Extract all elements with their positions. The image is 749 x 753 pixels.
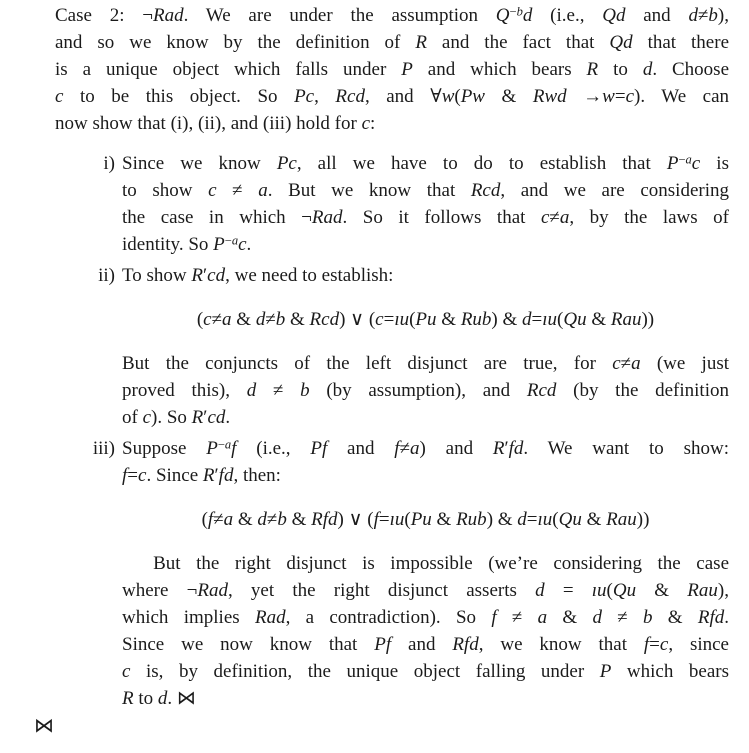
math-token: a (685, 152, 692, 167)
paragraph (122, 350, 729, 431)
proof-item-i (55, 150, 729, 258)
math-token: cd (207, 265, 226, 286)
text-run: to (598, 59, 643, 80)
proof-item-ii (55, 262, 729, 431)
text-run: that there (632, 32, 729, 53)
paragraph (122, 150, 729, 258)
math-token: c (540, 207, 550, 228)
math-token: R (191, 407, 204, 428)
math-token: w (441, 86, 455, 107)
item-body (122, 262, 729, 431)
text-run: ( (606, 580, 613, 601)
text-run: ≠ (213, 509, 224, 530)
math-token: d (642, 59, 653, 80)
text-run: , all we have to do to establish that (296, 153, 667, 174)
math-token: fd (218, 465, 234, 486)
text-run: Since we know (122, 153, 277, 174)
text-run: & (286, 509, 312, 530)
proof-item-iii (55, 435, 729, 712)
math-token: f (643, 634, 650, 655)
text-line (122, 231, 729, 258)
math-token: d (246, 380, 257, 401)
text-run: , a contradiction). So (285, 607, 492, 628)
item-body (122, 150, 729, 258)
math-token: b (516, 4, 523, 19)
math-token: fd (508, 438, 524, 459)
math-token: Rau (610, 309, 642, 330)
text-run: . (724, 607, 729, 628)
text-line (55, 2, 729, 29)
math-token: b (277, 509, 287, 530)
math-token: c (238, 234, 247, 255)
text-line (55, 83, 729, 110)
text-run: ′ (504, 438, 509, 459)
text-run: (by assumption), and (309, 380, 527, 401)
math-token: c (203, 309, 212, 330)
text-run: now show that (i), (ii), and (iii) hold for (55, 113, 362, 134)
text-run: = (127, 465, 138, 486)
paragraph-block (122, 262, 729, 289)
text-run: ) ∨ ( (339, 309, 376, 330)
text-run: ( (557, 309, 564, 330)
math-token: Rad (254, 607, 286, 628)
text-run: and (625, 5, 689, 26)
text-run: ), (717, 5, 729, 26)
item-body (122, 435, 729, 712)
math-token: R (415, 32, 427, 53)
math-token: b (300, 380, 310, 401)
math-token: Qu (612, 580, 637, 601)
math-token: c (361, 113, 371, 134)
math-token: R (492, 438, 505, 459)
text-line (122, 262, 729, 289)
text-run: , then: (233, 465, 281, 486)
text-run: and which bears (412, 59, 587, 80)
text-run: ′ (203, 407, 208, 428)
math-token: ıu (537, 509, 553, 530)
text-line (122, 404, 729, 431)
math-token: Pc (276, 153, 297, 174)
text-run: ( (196, 309, 204, 330)
math-token: d (517, 509, 527, 530)
text-run: , since (668, 634, 729, 655)
text-run: , we know that (478, 634, 644, 655)
text-run: ≠ (601, 607, 643, 628)
text-run: . (225, 407, 231, 428)
document-page (55, 2, 729, 712)
text-run: of (122, 407, 143, 428)
text-run: ′ (214, 465, 219, 486)
text-run: To show (122, 265, 192, 286)
formula-line (122, 306, 729, 333)
text-line (122, 685, 729, 712)
text-run: ≠ (211, 309, 223, 330)
text-run: & (586, 309, 611, 330)
math-token: b (642, 607, 653, 628)
math-token: f (122, 465, 128, 486)
text-run: , yet the right disjunct asserts (227, 580, 536, 601)
text-run: )) (636, 509, 650, 530)
disjunction-formula-iii (122, 506, 729, 533)
text-line (122, 204, 729, 231)
text-run: & (436, 309, 461, 330)
text-line (122, 658, 729, 685)
math-token: c (375, 309, 384, 330)
text-run: & (581, 509, 607, 530)
math-token: P (213, 234, 225, 255)
text-run: ≠ (496, 607, 538, 628)
text-run: Suppose (122, 438, 207, 459)
text-run: Case 2: ¬ (55, 5, 153, 26)
math-token: Rau (606, 509, 637, 530)
text-run: = (614, 86, 626, 107)
text-run: to show (122, 180, 209, 201)
math-token: c (142, 407, 152, 428)
math-token: ıu (394, 309, 410, 330)
math-token: c (208, 180, 217, 201)
math-token: a (631, 353, 641, 374)
formula-line (122, 506, 729, 533)
text-run: to be this object. So (63, 86, 295, 107)
math-token: f (231, 438, 237, 459)
math-token: c (138, 465, 147, 486)
text-run: , by the laws of (569, 207, 729, 228)
text-run: . But we know that (267, 180, 471, 201)
math-token: c (625, 86, 635, 107)
text-line (122, 462, 729, 489)
math-token: a (537, 607, 548, 628)
text-run: ). We can (634, 86, 730, 107)
text-run: & (431, 509, 457, 530)
math-token: cd (207, 407, 226, 428)
paragraph (122, 262, 729, 289)
text-run: , we need to establish: (225, 265, 394, 286)
intro-paragraph (55, 2, 729, 137)
math-token: Rad (153, 5, 184, 26)
text-run: = (544, 580, 592, 601)
math-token: d (255, 309, 266, 330)
math-token: Pf (374, 634, 392, 655)
math-token: a (223, 509, 234, 530)
math-token: Pu (410, 509, 432, 530)
text-run: which implies (122, 607, 255, 628)
math-token: Pc (294, 86, 315, 107)
math-token: R (191, 265, 204, 286)
text-line (55, 56, 729, 83)
text-run: & (484, 86, 533, 107)
text-run: ≠ (265, 309, 276, 330)
math-token: a (258, 180, 268, 201)
math-token: d (688, 5, 698, 26)
text-run: = (378, 509, 390, 530)
item-label: iii) (92, 438, 115, 459)
text-run: ) & (486, 509, 518, 530)
paragraph-block (122, 435, 729, 489)
math-token: Rwd (532, 86, 567, 107)
text-run: ≠ (216, 180, 259, 201)
math-token: a (559, 207, 570, 228)
math-token: Qd (609, 32, 633, 53)
math-token: Pu (415, 309, 437, 330)
text-run: ). So (151, 407, 192, 428)
math-token: f (491, 607, 497, 628)
text-run: But the right disjunct is impossible (we’re considering the case (122, 553, 729, 574)
math-token: − (678, 152, 686, 167)
math-token: w (602, 86, 615, 107)
text-run: and (391, 634, 453, 655)
text-line (122, 577, 729, 604)
math-token: Qu (563, 309, 587, 330)
text-run: and the fact that (426, 32, 610, 53)
text-line (55, 29, 729, 56)
text-run: → (566, 86, 603, 107)
math-token: a (410, 438, 420, 459)
text-run: ( (201, 509, 208, 530)
math-token: ıu (591, 580, 607, 601)
text-run: & (233, 509, 258, 530)
math-token: − (509, 4, 517, 19)
text-run: . Since (146, 465, 203, 486)
text-run: to (133, 688, 158, 709)
text-run: (we just (640, 353, 730, 374)
math-token: P (599, 661, 612, 682)
text-run: and so we know by the definition of (55, 32, 416, 53)
math-token: R (202, 465, 215, 486)
math-token: f (207, 509, 214, 530)
paragraph (122, 435, 729, 489)
intro-paragraph (55, 2, 729, 137)
text-run: (by the definition (556, 380, 729, 401)
text-run: is (700, 153, 729, 174)
text-run: & (231, 309, 256, 330)
math-token: ıu (542, 309, 558, 330)
paragraph-block (122, 150, 729, 258)
text-run: ≠ (549, 207, 560, 228)
math-token: Qd (602, 5, 626, 26)
math-token: Rau (687, 580, 718, 601)
text-run: ≠ (620, 353, 632, 374)
text-run: . We want to show: (523, 438, 729, 459)
text-run: ) and (419, 438, 493, 459)
text-run: & (636, 580, 688, 601)
text-run: & (285, 309, 310, 330)
paragraph (122, 550, 729, 712)
text-run: ′ (203, 265, 208, 286)
text-run: (i.e., (236, 438, 311, 459)
text-run: the case in which ¬ (122, 207, 312, 228)
math-token: c (659, 634, 669, 655)
text-run: & (652, 607, 698, 628)
text-run: . (246, 234, 252, 255)
text-run: ( (454, 86, 461, 107)
math-token: Rcd (526, 380, 557, 401)
text-run: identity. So (122, 234, 214, 255)
math-token: d (257, 509, 267, 530)
text-line (122, 177, 729, 204)
text-run: and (327, 438, 395, 459)
math-token: a (222, 309, 232, 330)
math-token: d (157, 688, 168, 709)
math-token: P (206, 438, 218, 459)
text-line (122, 604, 729, 631)
math-token: Q (495, 5, 510, 26)
item-label: ii) (98, 265, 115, 286)
math-token: b (708, 5, 718, 26)
math-token: Rfd (697, 607, 725, 628)
text-run: ≠ (697, 5, 709, 26)
text-run: = (649, 634, 660, 655)
math-token: R (586, 59, 599, 80)
math-token: Rcd (309, 309, 340, 330)
text-run: ) & (491, 309, 523, 330)
math-token: − (224, 233, 232, 248)
text-run: Since we now know that (122, 634, 375, 655)
text-run: ) ∨ ( (337, 509, 374, 530)
text-run: ≠ (266, 509, 278, 530)
math-token: d (592, 607, 602, 628)
math-token: Rcd (335, 86, 365, 107)
math-token: Rfd (311, 509, 338, 530)
text-line (122, 350, 729, 377)
math-token: d (522, 5, 533, 26)
text-run: But the conjuncts of the left disjunct are true, for (122, 353, 613, 374)
text-run: ( (552, 509, 559, 530)
text-line (55, 110, 729, 137)
math-token: Rub (456, 509, 487, 530)
math-token: Rcd (470, 180, 501, 201)
math-token: Rub (460, 309, 492, 330)
math-token: Rad (311, 207, 343, 228)
math-token: Pf (310, 438, 328, 459)
math-token: ıu (389, 509, 405, 530)
math-token: f (394, 438, 400, 459)
text-run: , and we are considering (500, 180, 729, 201)
math-token: b (275, 309, 286, 330)
math-token: a (231, 233, 239, 248)
text-run: (i.e., (532, 5, 603, 26)
text-line (122, 377, 729, 404)
math-token: Qu (558, 509, 582, 530)
math-token: a (224, 437, 232, 452)
paragraph-block (122, 550, 729, 712)
disjunction-formula-ii (122, 306, 729, 333)
math-token: c (612, 353, 621, 374)
math-token: d (522, 309, 532, 330)
text-run: . ⋈ (167, 688, 196, 709)
math-token: c (122, 661, 131, 682)
text-run: : (370, 113, 376, 134)
math-token: Rad (197, 580, 228, 601)
text-line (122, 550, 729, 577)
text-run: . Choose (652, 59, 729, 80)
text-run: ( (404, 509, 411, 530)
math-token: − (217, 437, 225, 452)
text-run: = (531, 309, 543, 330)
math-token: P (666, 153, 679, 174)
text-run: is, by definition, the unique object falling under (130, 661, 600, 682)
math-token: P (401, 59, 413, 80)
text-run: , (314, 86, 336, 107)
math-token: d (535, 580, 545, 601)
math-token: Pw (460, 86, 485, 107)
math-token: Rfd (452, 634, 479, 655)
text-run: . We are under the assumption (183, 5, 496, 26)
text-run: ≠ (256, 380, 301, 401)
text-run: & (547, 607, 593, 628)
text-run: proved this), (122, 380, 247, 401)
text-line (122, 631, 729, 658)
text-run: . So it follows that (342, 207, 541, 228)
text-run: which bears (611, 661, 729, 682)
math-token: f (373, 509, 379, 530)
text-run: ≠ (399, 438, 410, 459)
text-line (122, 150, 729, 177)
end-of-chapter-mark: ⋈ (34, 715, 54, 737)
text-run: = (383, 309, 395, 330)
text-run: )) (641, 309, 655, 330)
text-run: where ¬ (122, 580, 198, 601)
paragraph-block (122, 350, 729, 431)
item-label: i) (103, 153, 115, 174)
math-token: R (122, 688, 134, 709)
text-run: ), (717, 580, 729, 601)
text-run: ( (409, 309, 416, 330)
math-token: c (55, 86, 64, 107)
text-run: , and ∀ (364, 86, 442, 107)
math-token: c (691, 153, 701, 174)
text-run: is a unique object which falls under (55, 59, 402, 80)
text-run: = (526, 509, 538, 530)
text-line (122, 435, 729, 462)
